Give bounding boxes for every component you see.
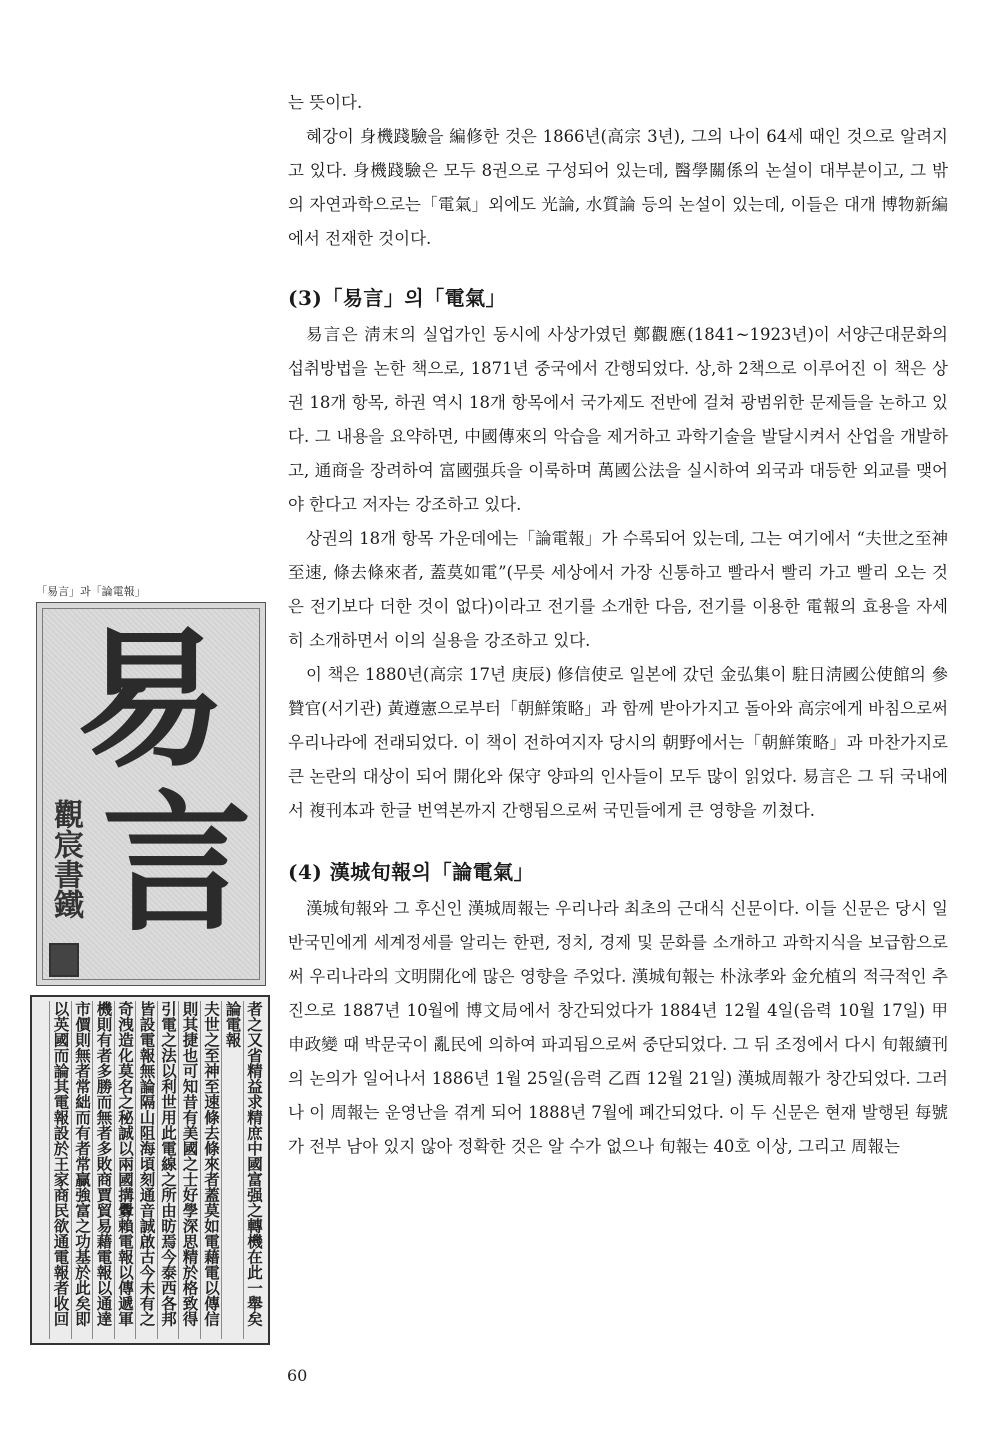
figure-caption: 「易言」과「論電報」 [36,585,146,598]
newspaper-column: 奇洩造化莫名之秘誠以兩國搆釁賴電報以傳遞軍 [114,1001,136,1339]
newspaper-column: 者之又省精益求精庶中國富强之轉機在此一舉矣 [243,1001,265,1339]
intro-line-1: 는 뜻이다. [288,93,363,112]
section-4-heading: (4) 漢城旬報의「論電氣」 [288,860,535,884]
newspaper-image [30,995,270,1345]
newspaper-column: 以英國而論其電報設於王家商民欲通電報者收回 [49,1001,71,1339]
section-4-paragraph-1: 漢城旬報와 그 후신인 漢城周報는 우리나라 최초의 근대식 신문이다. 이들 신문은 당시 일반국민에게 세계정세를 알리는 한편, 정치, 경제 및 문화를 소개하고 과학지식을 보급함으로써 우리나라의 文明開化에 많은 영향을 주었다. 漢城旬報는 朴泳孝와 金允植의 적극적인 추진으로 1887년 10월에 博文局에서 창간되었다가 1884년 12월 4일(음력 10월 17일) 甲申政變 때 박문국이 亂民에 의하여 파괴됨으로써 중단되었다. 그 뒤 조정에서 다시 旬報續刊의 논의가 일어나서 1886년 1월 25일(음력 乙酉 12월 21일) 漢城周報가 창간되었다. 그러나 이 周報는 운영난을 겪게 되어 1888년 7월에 폐간되었다. 이 두 신문은 현재 발행된 每號가 전부 남아 있지 않아 정확한 것은 알 수가 없으나 旬報는 40호 이상, 그리고 周報는 [288,899,948,1156]
newspaper-column: 機則有者多勝而無者多敗商賈貿易藉電報以通達 [92,1001,114,1339]
section-3-paragraph-1: 易言은 淸末의 실업가인 동시에 사상가였던 鄭觀應(1841~1923년)이 서양근대문화의 섭취방법을 논한 책으로, 1871년 중국에서 간행되었다. 상,하 2책으로 이루어진 이 책은 상권 18개 항목, 하권 역시 18개 항목에서 국가제도 전반에 걸쳐 광범위한 문제들을 논하고 있다. 그 내용을 요약하면, 中國傳來의 악습을 제거하고 과학기술을 발달시켜서 산업을 개발하고, 通商을 장려하여 富國强兵을 이룩하며 萬國公法을 실시하여 외국과 대등한 외교를 맺어야 한다고 저자는 강조하고 있다. [288,325,948,514]
newspaper-column: 引電之法以利世用此電線之所由昉焉今泰西各邦 [157,1001,179,1339]
section-3-paragraph-2: 상권의 18개 항목 가운데에는「論電報」가 수록되어 있는데, 그는 여기에서 “夫世之至神至速, 條去條來者, 蓋莫如電”(무릇 세상에서 가장 신통하고 빨라서 빨리 가고 빨리 오는 것은 전기보다 더한 것이 없다)이라고 전기를 소개한 다음, 전기를 이용한 電報의 효용을 자세히 소개하면서 이의 실용을 강조하고 있다. [288,529,948,650]
newspaper-column: 夫世之至神至速條去條來者蓋莫如電藉電以傳信 [200,1001,222,1339]
main-text-column [288,86,948,1164]
intro-paragraph: 혜강이 身機踐驗을 編修한 것은 1866년(高宗 3년), 그의 나이 64세 때인 것으로 알려지고 있다. 身機踐驗은 모두 8권으로 구성되어 있는데, 醫學關係의 논설이 대부분이고, 그 밖의 자연과학으로는「電氣」외에도 光論, 水質論 등의 논설이 있는데, 이들은 대개 博物新編에서 전재한 것이다. [288,127,948,248]
section-3-paragraph-3: 이 책은 1880년(高宗 17년 庚辰) 修信使로 일본에 갔던 金弘集이 駐日淸國公使館의 參贊官(서기관) 黃遵憲으로부터「朝鮮策略」과 함께 받아가지고 돌아와 高宗에게 바침으로써 우리나라에 전래되었다. 이 책이 전하여지자 당시의 朝野에서는「朝鮮策略」과 마찬가지로 큰 논란의 대상이 되어 開化와 保守 양파의 인사들이 모두 많이 읽었다. 易言은 그 뒤 국내에서 複刊本과 한글 번역본까지 간행됨으로써 국민들에게 큰 영향을 끼쳤다. [288,665,948,820]
page-number: 60 [287,1366,308,1385]
newspaper-column: 市價則無者常絀而有者常贏強富之功基於此矣即 [71,1001,93,1339]
newspaper-text-columns [36,1001,264,1339]
book-cover-image [36,602,266,986]
cover-seal-stamp [49,943,79,977]
cover-calligrapher-text: 觀宸書鐵 [48,799,83,919]
newspaper-column: 皆設電報無論隔山阻海頃刻通音誠啟古今未有之 [135,1001,157,1339]
newspaper-column: 則其捷也可知昔有美國之士好學深思精於格致得 [178,1001,200,1339]
section-3-heading: (3)「易言」의「電氣」 [288,286,507,310]
cover-large-char-2: 言 [101,776,252,952]
cover-large-char-1: 易 [75,612,226,788]
newspaper-column-title: 論電報 [221,1001,243,1339]
